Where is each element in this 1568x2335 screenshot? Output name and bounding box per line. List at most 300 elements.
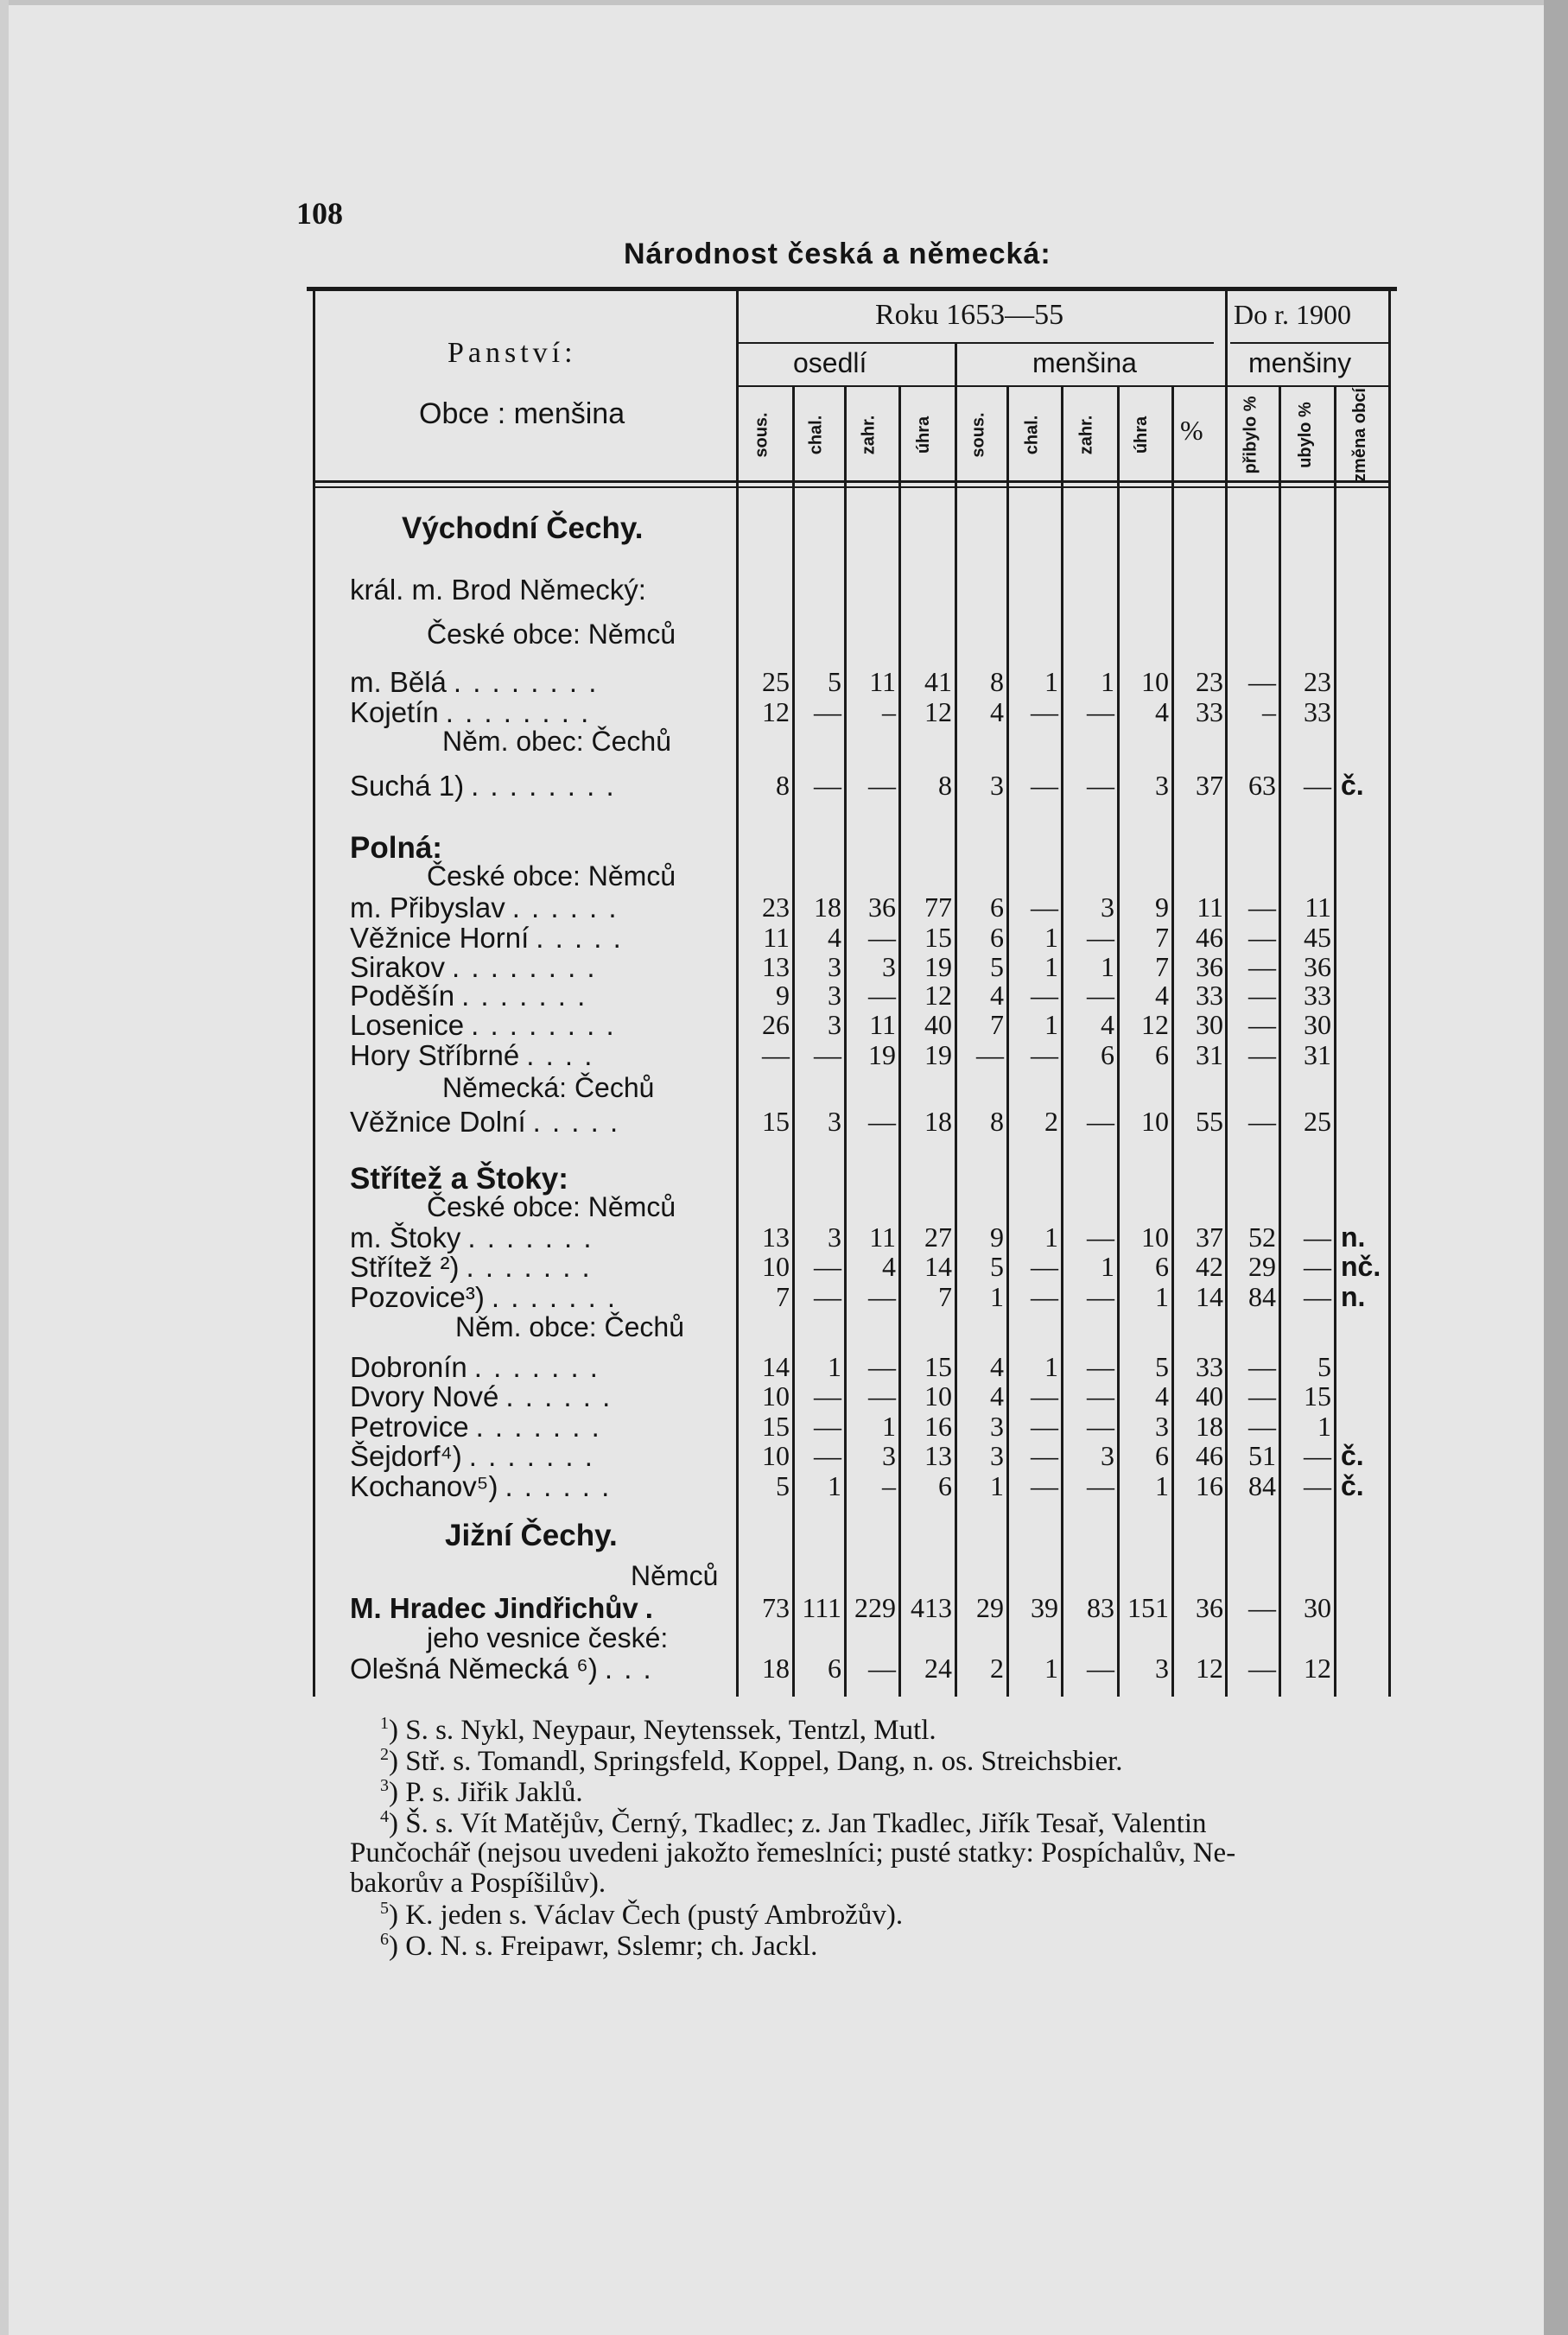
scan-edge-right <box>1544 0 1568 2335</box>
table-cell: — <box>1248 1039 1276 1070</box>
table-cell: 77 <box>924 891 952 923</box>
table-cell: 63 <box>1248 770 1276 801</box>
scan-edge-left <box>0 0 9 2335</box>
row-name: Dobronín . . . . . . . <box>350 1351 600 1383</box>
table-cell: 46 <box>1196 1440 1223 1471</box>
table-cell: 33 <box>1304 696 1331 727</box>
table-cell: 3 <box>828 951 841 982</box>
table-cell: — <box>814 1411 841 1442</box>
table-cell: — <box>868 922 896 953</box>
table-cell: — <box>1248 891 1276 923</box>
table-cell: 10 <box>1141 1221 1169 1253</box>
table-cell: 7 <box>1155 951 1169 982</box>
col-divider-1 <box>792 385 795 1697</box>
row-name: Kojetín . . . . . . . . <box>350 696 591 728</box>
table-cell: 1 <box>1155 1470 1169 1501</box>
table-cell: nč. <box>1341 1251 1381 1282</box>
table-cell: – <box>882 696 896 727</box>
table-cell: 18 <box>762 1653 790 1684</box>
table-cell: — <box>1031 1039 1058 1070</box>
roku-underline <box>739 342 1214 344</box>
table-cell: — <box>1248 1592 1276 1623</box>
table-cell: 4 <box>990 980 1004 1011</box>
table-cell: 33 <box>1196 980 1223 1011</box>
table-cell: 1 <box>990 1281 1004 1312</box>
table-cell: 5 <box>1317 1351 1331 1382</box>
header-obce: Obce : menšina <box>419 397 625 430</box>
col-header-zmena: změna obcí <box>1349 387 1369 482</box>
row-name: Petrovice . . . . . . . <box>350 1411 601 1443</box>
table-cell: — <box>1087 922 1114 953</box>
row-name: Šejdorf⁴) . . . . . . . <box>350 1440 594 1472</box>
table-cell: — <box>868 980 896 1011</box>
table-cell: — <box>1031 770 1058 801</box>
row-name: m. Bělá . . . . . . . . <box>350 666 599 698</box>
jizni-subheading-1: Němců <box>631 1560 719 1591</box>
dor-underline <box>1230 342 1388 344</box>
header-roku: Roku 1653—55 <box>875 299 1064 331</box>
jizni-subheading-2: jeho vesnice české: <box>427 1622 669 1653</box>
table-cell: n. <box>1341 1281 1366 1312</box>
table-cell: 3 <box>990 1440 1004 1471</box>
footnote-4: $^4$) Š. s. Vít Matějův, Černý, Tkadlec; z. Jan Tkadlec, Jiřík Tesař, Valentin <box>380 1807 1207 1839</box>
footnote-5: $^5$) K. jeden s. Václav Čech (pustý Ambrožův). <box>380 1899 904 1931</box>
table-cell: n. <box>1341 1221 1366 1253</box>
table-cell: 36 <box>868 891 896 923</box>
table-cell: 1 <box>1155 1281 1169 1312</box>
table-cell: — <box>814 770 841 801</box>
col-divider-4 <box>955 344 957 1697</box>
table-cell: — <box>1087 1380 1114 1412</box>
footnote-3: $^3$) P. s. Jiřik Jaklů. <box>380 1776 583 1808</box>
table-cell: 6 <box>1155 1039 1169 1070</box>
table-cell: 7 <box>938 1281 952 1312</box>
table-cell: č. <box>1341 1470 1364 1501</box>
table-cell: 23 <box>762 891 790 923</box>
footnote-1: $^1$) S. s. Nykl, Neypaur, Neytenssek, Tentzl, Mutl. <box>380 1714 936 1746</box>
table-cell: 3 <box>828 1009 841 1040</box>
table-cell: 3 <box>828 1221 841 1253</box>
table-cell: 15 <box>1304 1380 1331 1412</box>
table-cell: — <box>1031 980 1058 1011</box>
table-cell: 3 <box>828 1106 841 1137</box>
table-cell: — <box>814 1251 841 1282</box>
table-cell: 1 <box>882 1411 896 1442</box>
table-cell: 13 <box>762 951 790 982</box>
brod-subheading-2: Něm. obec: Čechů <box>442 726 672 757</box>
table-cell: 29 <box>976 1592 1004 1623</box>
table-cell: 11 <box>763 922 790 953</box>
row-name: Olešná Německá ⁶) . . . <box>350 1653 653 1685</box>
table-cell: — <box>868 1380 896 1412</box>
table-cell: — <box>868 1281 896 1312</box>
table-cell: 15 <box>924 922 952 953</box>
footnote-4-line-2: Punčochář (nejsou uvedeni jakožto řemeslníci; pusté statky: Pospíchalův, Ne- <box>350 1837 1236 1869</box>
table-cell: 11 <box>869 1221 896 1253</box>
table-cell: 4 <box>990 696 1004 727</box>
table-cell: 33 <box>1304 980 1331 1011</box>
header-mensina: menšina <box>1032 347 1137 378</box>
table-cell: 1 <box>1101 951 1114 982</box>
table-cell: 11 <box>869 1009 896 1040</box>
table-cell: 11 <box>869 666 896 697</box>
page-heading: Národnost česká a německá: <box>624 238 1051 270</box>
table-cell: — <box>1087 1470 1114 1501</box>
table-cell: 16 <box>924 1411 952 1442</box>
col-header-zahr-1: zahr. <box>859 415 879 454</box>
table-cell: 26 <box>762 1009 790 1040</box>
table-cell: 1 <box>1044 666 1058 697</box>
table-cell: 51 <box>1248 1440 1276 1471</box>
table-cell: 42 <box>1196 1251 1223 1282</box>
table-cell: 1 <box>1317 1411 1331 1442</box>
col-divider-9 <box>1225 291 1228 1697</box>
table-cell: 3 <box>882 951 896 982</box>
table-cell: — <box>1087 1351 1114 1382</box>
table-cell: 15 <box>924 1351 952 1382</box>
table-cell: 2 <box>990 1653 1004 1684</box>
table-cell: 12 <box>1304 1653 1331 1684</box>
stritez-subheading-1: České obce: Němců <box>427 1191 676 1222</box>
col-header-uhra-1: úhra <box>914 416 934 454</box>
table-cell: 5 <box>828 666 841 697</box>
table-cell: 4 <box>990 1351 1004 1382</box>
table-cell: 1 <box>1044 1009 1058 1040</box>
polna-subheading-1: České obce: Němců <box>427 860 676 891</box>
table-cell: č. <box>1341 1440 1364 1471</box>
table-cell: 1 <box>828 1351 841 1382</box>
section-jizni: Jižní Čechy. <box>445 1519 618 1552</box>
table-cell: 11 <box>1197 891 1223 923</box>
row-name: Střítež ²) . . . . . . . <box>350 1251 592 1283</box>
col-header-percent: % <box>1180 415 1203 446</box>
col-header-ubylo: ubylo % <box>1295 401 1315 468</box>
footnote-6: $^6$) O. N. s. Freipawr, Sslemr; ch. Jackl. <box>380 1930 818 1962</box>
section-vychodni: Východní Čechy. <box>402 511 644 545</box>
row-name: m. Štoky . . . . . . . <box>350 1221 594 1253</box>
table-cell: — <box>814 1380 841 1412</box>
table-cell: 55 <box>1196 1106 1223 1137</box>
table-cell: — <box>868 1351 896 1382</box>
table-cell: 111 <box>802 1592 841 1623</box>
col-header-pribylo: přibylo % <box>1241 395 1260 474</box>
table-cell: — <box>1304 1470 1331 1501</box>
row-name: m. Přibyslav . . . . . . <box>350 891 619 923</box>
table-cell: — <box>868 770 896 801</box>
table-cell: — <box>1031 891 1058 923</box>
table-cell: 8 <box>776 770 790 801</box>
table-cell: 33 <box>1196 1351 1223 1382</box>
table-cell: 4 <box>1155 1380 1169 1412</box>
header-panstvi: Panství: <box>448 337 577 369</box>
table-cell: — <box>1248 1351 1276 1382</box>
table-cell: 7 <box>776 1281 790 1312</box>
table-cell: 6 <box>1155 1440 1169 1471</box>
table-cell: 1 <box>1101 666 1114 697</box>
col-divider-2 <box>844 385 847 1697</box>
table-cell: 31 <box>1196 1039 1223 1070</box>
row-name: Věžnice Horní . . . . . <box>350 922 623 954</box>
table-cell: 15 <box>762 1411 790 1442</box>
table-cell: 13 <box>762 1221 790 1253</box>
table-cell: — <box>1248 1411 1276 1442</box>
table-cell: 3 <box>1155 1653 1169 1684</box>
table-cell: 83 <box>1087 1592 1114 1623</box>
table-cell: — <box>814 1440 841 1471</box>
section-polna: Polná: <box>350 831 442 865</box>
table-cell: 37 <box>1196 770 1223 801</box>
table-cell: 18 <box>814 891 841 923</box>
table-cell: 23 <box>1196 666 1223 697</box>
table-cell: 30 <box>1304 1592 1331 1623</box>
table-cell: 14 <box>924 1251 952 1282</box>
table-cell: 2 <box>1044 1106 1058 1137</box>
table-cell: — <box>1087 770 1114 801</box>
table-cell: — <box>976 1039 1004 1070</box>
table-cell: 8 <box>938 770 952 801</box>
col-divider-3 <box>898 385 901 1697</box>
table-cell: 25 <box>1304 1106 1331 1137</box>
table-cell: 10 <box>762 1440 790 1471</box>
table-cell: — <box>1087 1411 1114 1442</box>
page-number: 108 <box>296 196 343 231</box>
table-cell: — <box>1304 770 1331 801</box>
col-divider-5 <box>1006 385 1009 1697</box>
table-cell: 6 <box>938 1470 952 1501</box>
table-cell: 1 <box>1044 951 1058 982</box>
table-cell: 84 <box>1248 1281 1276 1312</box>
table-cell: 10 <box>924 1380 952 1412</box>
table-cell: 9 <box>776 980 790 1011</box>
table-cell: 37 <box>1196 1221 1223 1253</box>
table-cell: 5 <box>1155 1351 1169 1382</box>
section-stritez: Střítež a Štoky: <box>350 1162 568 1196</box>
table-cell: — <box>1031 1411 1058 1442</box>
table-cell: 1 <box>1101 1251 1114 1282</box>
table-cell: 6 <box>1101 1039 1114 1070</box>
table-cell: 5 <box>776 1470 790 1501</box>
table-cell: 24 <box>924 1653 952 1684</box>
table-cell: — <box>1248 922 1276 953</box>
polna-subheading-2: Německá: Čechů <box>442 1072 655 1103</box>
table-cell: 16 <box>1196 1470 1223 1501</box>
table-cell: 18 <box>924 1106 952 1137</box>
table-cell: 19 <box>868 1039 896 1070</box>
col-divider-7 <box>1117 385 1120 1697</box>
col-header-chal-2: chal. <box>1022 415 1042 454</box>
table-cell: 10 <box>762 1380 790 1412</box>
table-cell: 4 <box>1155 980 1169 1011</box>
table-cell: 413 <box>911 1592 952 1623</box>
table-cell: 7 <box>1155 922 1169 953</box>
row-name: M. Hradec Jindřichův . <box>350 1592 655 1624</box>
scan-edge-top <box>0 0 1568 5</box>
table-cell: 30 <box>1196 1009 1223 1040</box>
row-name: Kochanov⁵) . . . . . . <box>350 1470 612 1502</box>
table-cell: – <box>882 1470 896 1501</box>
row-name: Suchá 1) . . . . . . . . <box>350 770 616 802</box>
table-cell: 3 <box>1155 770 1169 801</box>
table-cell: 10 <box>1141 1106 1169 1137</box>
table-cell: — <box>1248 1106 1276 1137</box>
table-left-border <box>313 291 315 1697</box>
table-cell: 1 <box>990 1470 1004 1501</box>
table-cell: 45 <box>1304 922 1331 953</box>
table-cell: — <box>1087 1281 1114 1312</box>
table-cell: 4 <box>828 922 841 953</box>
table-cell: — <box>1087 1106 1114 1137</box>
table-cell: — <box>1248 1653 1276 1684</box>
col-header-sous-1: sous. <box>752 411 771 458</box>
table-cell: 39 <box>1031 1592 1058 1623</box>
table-cell: — <box>1248 1380 1276 1412</box>
table-cell: 3 <box>828 980 841 1011</box>
table-cell: 12 <box>1141 1009 1169 1040</box>
table-cell: — <box>1087 1653 1114 1684</box>
table-cell: 19 <box>924 951 952 982</box>
footnote-2: $^2$) Stř. s. Tomandl, Springsfeld, Koppel, Dang, n. os. Streichsbier. <box>380 1745 1123 1777</box>
table-cell: 6 <box>1155 1251 1169 1282</box>
table-cell: 1 <box>828 1470 841 1501</box>
table-cell: 10 <box>762 1251 790 1282</box>
table-cell: 9 <box>990 1221 1004 1253</box>
brod-subheading-1: České obce: Němců <box>427 619 676 650</box>
table-cell: — <box>1031 1470 1058 1501</box>
table-cell: – <box>1262 696 1276 727</box>
table-cell: — <box>1031 1380 1058 1412</box>
table-cell: 151 <box>1127 1592 1169 1623</box>
col-divider-8 <box>1171 385 1174 1697</box>
table-cell: — <box>814 696 841 727</box>
table-cell: 10 <box>1141 666 1169 697</box>
table-cell: — <box>1031 1281 1058 1312</box>
row-name: Losenice . . . . . . . . <box>350 1009 616 1041</box>
table-cell: — <box>1087 1221 1114 1253</box>
table-cell: 4 <box>990 1380 1004 1412</box>
table-cell: 3 <box>1101 891 1114 923</box>
table-cell: 30 <box>1304 1009 1331 1040</box>
table-cell: 6 <box>990 922 1004 953</box>
table-cell: 36 <box>1304 951 1331 982</box>
table-cell: — <box>1087 696 1114 727</box>
row-name: Věžnice Dolní . . . . . <box>350 1106 620 1138</box>
table-cell: 40 <box>1196 1380 1223 1412</box>
table-cell: 14 <box>762 1351 790 1382</box>
col-divider-0 <box>736 291 739 1697</box>
table-cell: 3 <box>882 1440 896 1471</box>
col-divider-10 <box>1279 385 1281 1697</box>
table-cell: 15 <box>762 1106 790 1137</box>
section-brod: král. m. Brod Německý: <box>350 574 646 606</box>
table-cell: 12 <box>1196 1653 1223 1684</box>
table-cell: č. <box>1341 770 1364 801</box>
table-cell: 73 <box>762 1592 790 1623</box>
header-osedli: osedlí <box>793 347 867 378</box>
table-cell: 7 <box>990 1009 1004 1040</box>
table-cell: — <box>1031 696 1058 727</box>
col-divider-6 <box>1061 385 1063 1697</box>
table-cell: 9 <box>1155 891 1169 923</box>
table-cell: 229 <box>854 1592 896 1623</box>
table-cell: — <box>814 1039 841 1070</box>
table-cell: 4 <box>882 1251 896 1282</box>
table-cell: — <box>1248 666 1276 697</box>
table-cell: 3 <box>990 770 1004 801</box>
group-underline <box>739 385 1388 387</box>
table-cell: — <box>814 1281 841 1312</box>
table-cell: — <box>1248 980 1276 1011</box>
table-cell: 1 <box>1044 922 1058 953</box>
table-cell: 41 <box>924 666 952 697</box>
col-header-zahr-2: zahr. <box>1076 415 1096 454</box>
header-mensiny: menšiny <box>1248 347 1352 378</box>
table-cell: 3 <box>990 1411 1004 1442</box>
table-cell: — <box>1248 951 1276 982</box>
table-cell: — <box>868 1653 896 1684</box>
table-cell: — <box>1031 1440 1058 1471</box>
table-cell: 6 <box>990 891 1004 923</box>
table-cell: 11 <box>1305 891 1331 923</box>
table-cell: 4 <box>1155 696 1169 727</box>
table-cell: — <box>1248 1009 1276 1040</box>
table-cell: 27 <box>924 1221 952 1253</box>
table-cell: 13 <box>924 1440 952 1471</box>
table-cell: 5 <box>990 951 1004 982</box>
table-cell: 84 <box>1248 1470 1276 1501</box>
row-name: Hory Stříbrné . . . . <box>350 1039 594 1071</box>
table-cell: 5 <box>990 1251 1004 1282</box>
row-name: Pozovice³) . . . . . . . <box>350 1281 618 1313</box>
col-header-sous-2: sous. <box>968 411 988 458</box>
table-cell: 1 <box>1044 1653 1058 1684</box>
col-header-uhra-2: úhra <box>1132 416 1152 454</box>
table-cell: 8 <box>990 666 1004 697</box>
footnote-4-line-3: bakorův a Pospíšilův). <box>350 1868 606 1899</box>
table-cell: — <box>868 1106 896 1137</box>
table-cell: — <box>1304 1221 1331 1253</box>
table-cell: 8 <box>990 1106 1004 1137</box>
table-cell: 46 <box>1196 922 1223 953</box>
row-name: Poděšín . . . . . . . <box>350 980 587 1012</box>
table-cell: 14 <box>1196 1281 1223 1312</box>
table-cell: 6 <box>828 1653 841 1684</box>
table-cell: — <box>1304 1251 1331 1282</box>
header-dor: Do r. 1900 <box>1234 299 1351 330</box>
table-cell: 12 <box>924 980 952 1011</box>
table-cell: 3 <box>1155 1411 1169 1442</box>
table-cell: 23 <box>1304 666 1331 697</box>
table-cell: — <box>762 1039 790 1070</box>
table-cell: 36 <box>1196 1592 1223 1623</box>
table-right-border <box>1388 291 1391 1697</box>
table-cell: 18 <box>1196 1411 1223 1442</box>
table-cell: 12 <box>924 696 952 727</box>
table-cell: 52 <box>1248 1221 1276 1253</box>
table-cell: 4 <box>1101 1009 1114 1040</box>
table-cell: 3 <box>1101 1440 1114 1471</box>
table-cell: 25 <box>762 666 790 697</box>
row-name: Sirakov . . . . . . . . <box>350 951 597 983</box>
table-cell: — <box>1304 1440 1331 1471</box>
table-cell: 33 <box>1196 696 1223 727</box>
table-cell: — <box>1304 1281 1331 1312</box>
table-cell: 19 <box>924 1039 952 1070</box>
col-divider-11 <box>1334 385 1336 1697</box>
stritez-subheading-2: Něm. obce: Čechů <box>455 1311 685 1342</box>
table-cell: 40 <box>924 1009 952 1040</box>
table-cell: — <box>1087 980 1114 1011</box>
table-top-rule <box>307 287 1397 291</box>
